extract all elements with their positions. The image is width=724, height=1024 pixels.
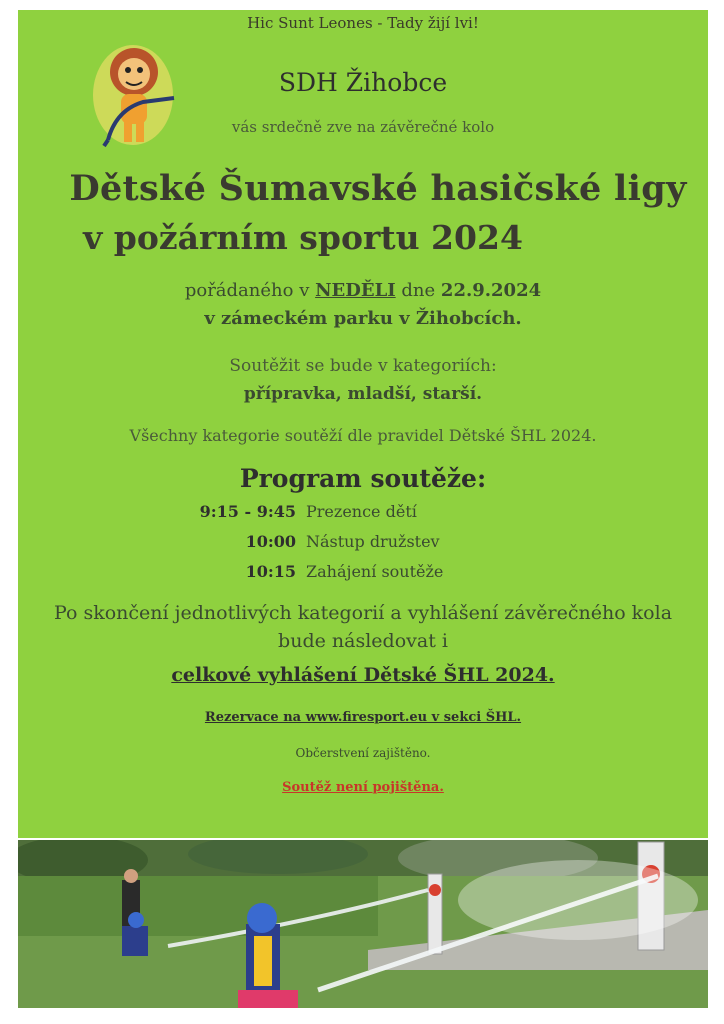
- event-title-line1: Dětské Šumavské hasičské ligy: [69, 168, 687, 209]
- program-label: Zahájení soutěže: [306, 562, 444, 581]
- program-heading: Program soutěže:: [239, 464, 487, 493]
- organizer-name: SDH Žihobce: [278, 68, 448, 97]
- insurance-notice: Soutěž není pojištěna.: [282, 780, 444, 795]
- program-label: Prezence dětí: [306, 502, 417, 521]
- motto: Hic Sunt Leones - Tady žijí lvi!: [247, 14, 479, 32]
- date-mid: dne: [401, 280, 436, 301]
- event-location: v zámeckém parku v Žihobcích.: [204, 308, 522, 329]
- program-time: 9:15 - 9:45: [199, 502, 296, 521]
- rules-text: Všechny kategorie soutěží dle pravidel Dětské ŠHL 2024.: [129, 426, 597, 445]
- reservation-link-text: Rezervace na www.firesport.eu v sekci ŠHL.: [204, 710, 522, 725]
- after-text-line1: Po skončení jednotlivých kategorií a vyhlášení závěrečného kola: [53, 602, 673, 624]
- program-item: [148, 532, 448, 562]
- date-prefix: pořádaného v: [184, 280, 310, 301]
- program-item: [148, 562, 448, 592]
- categories-list: přípravka, mladší, starší.: [243, 384, 483, 404]
- program-label: Nástup družstev: [306, 532, 440, 551]
- event-day: NEDĚLI: [315, 280, 396, 301]
- program-list: [148, 502, 448, 592]
- firesport-photo-icon: [18, 840, 708, 1008]
- event-date-line: [18, 280, 708, 301]
- program-item: [148, 502, 448, 532]
- program-time: 10:15: [245, 562, 296, 581]
- event-title-line2: v požárním sportu 2024: [83, 218, 523, 257]
- categories-intro: Soutěžit se bude v kategoriích:: [229, 356, 497, 376]
- refreshments-text: Občerstvení zajištěno.: [295, 746, 431, 760]
- invitation-text: vás srdečně zve na závěrečné kolo: [231, 118, 495, 136]
- poster: [18, 10, 708, 838]
- after-text-line2: bude následovat i: [278, 630, 448, 652]
- program-time: 10:00: [245, 532, 296, 551]
- event-date: 22.9.2024: [440, 280, 542, 301]
- final-announcement: celkové vyhlášení Dětské ŠHL 2024.: [171, 664, 555, 686]
